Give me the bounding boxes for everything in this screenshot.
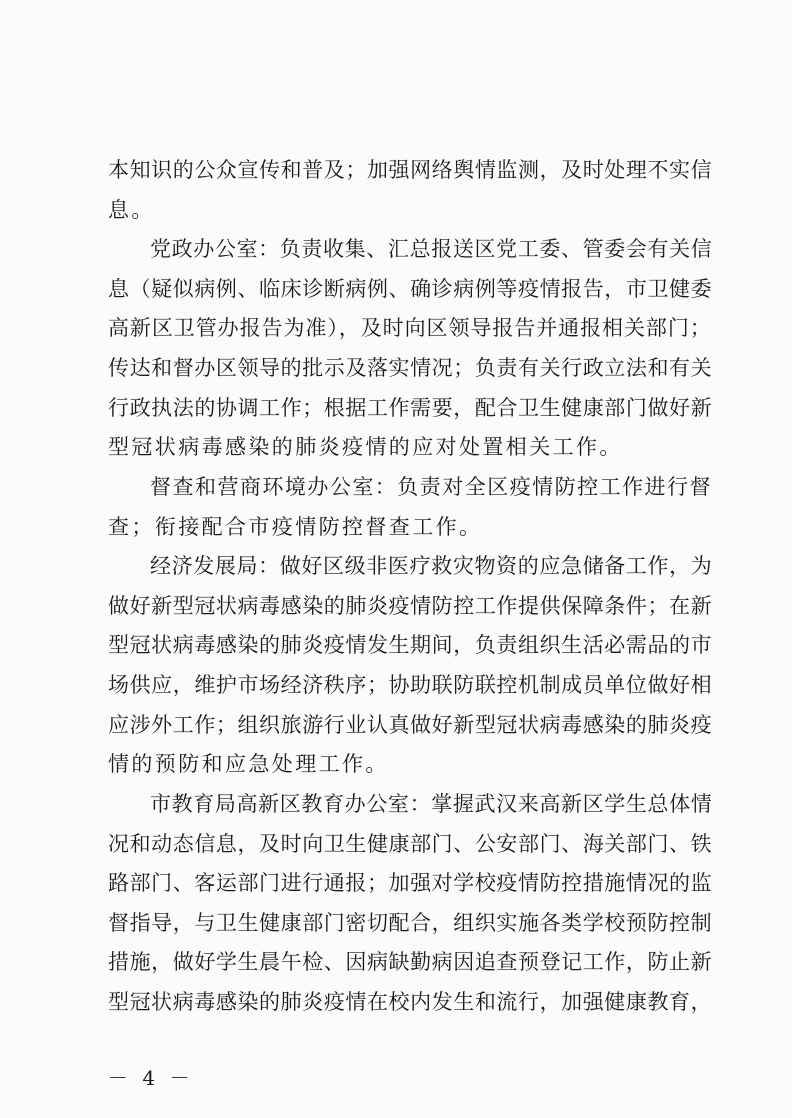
text-line: 息（疑似病例、临床诊断病例、确诊病例等疫情报告，市卫健委 [108,277,713,301]
text-line: 行政执法的协调工作；根据工作需要，配合卫生健康部门做好新 [108,396,713,420]
text-line: 情的预防和应急处理工作。 [108,752,389,776]
paragraph-start-line: 经济发展局：做好区级非医疗救灾物资的应急储备工作，为 [150,554,713,578]
text-line: 场供应，维护市场经济秩序；协助联防联控机制成员单位做好相 [108,673,713,697]
text-line: 高新区卫管办报告为准），及时向区领导报告并通报相关部门； [108,316,712,340]
text-line: 路部门、客运部门进行通报；加强对学校疫情防控措施情况的监 [108,871,713,895]
page-number: － 4 － [108,1066,194,1090]
text-line: 型冠状病毒感染的肺炎疫情的应对处置相关工作。 [108,435,623,459]
text-line: 型冠状病毒感染的肺炎疫情在校内发生和流行，加强健康教育， [108,990,713,1014]
text-line: 查；衔接配合市疫情防控督查工作。 [108,515,483,539]
paragraph-start-line: 市教育局高新区教育办公室：掌握武汉来高新区学生总体情 [150,792,713,816]
text-line: 况和动态信息，及时向卫生健康部门、公安部门、海关部门、铁 [108,832,713,856]
text-line: 本知识的公众宣传和普及；加强网络舆情监测，及时处理不实信 [108,158,713,182]
text-line: 息。 [108,198,155,222]
text-line: 做好新型冠状病毒感染的肺炎疫情防控工作提供保障条件；在新 [108,594,713,618]
text-line: 督指导，与卫生健康部门密切配合，组织实施各类学校预防控制 [108,911,713,935]
text-line: 传达和督办区领导的批示及落实情况；负责有关行政立法和有关 [108,356,713,380]
text-line: 应涉外工作；组织旅游行业认真做好新型冠状病毒感染的肺炎疫 [108,713,713,737]
paragraph-start-line: 党政办公室：负责收集、汇总报送区党工委、管委会有关信 [150,237,713,261]
text-line: 措施，做好学生晨午检、因病缺勤病因追查预登记工作，防止新 [108,950,713,974]
paragraph-start-line: 督查和营商环境办公室：负责对全区疫情防控工作进行督 [150,475,712,499]
text-line: 型冠状病毒感染的肺炎疫情发生期间，负责组织生活必需品的市 [108,633,713,657]
